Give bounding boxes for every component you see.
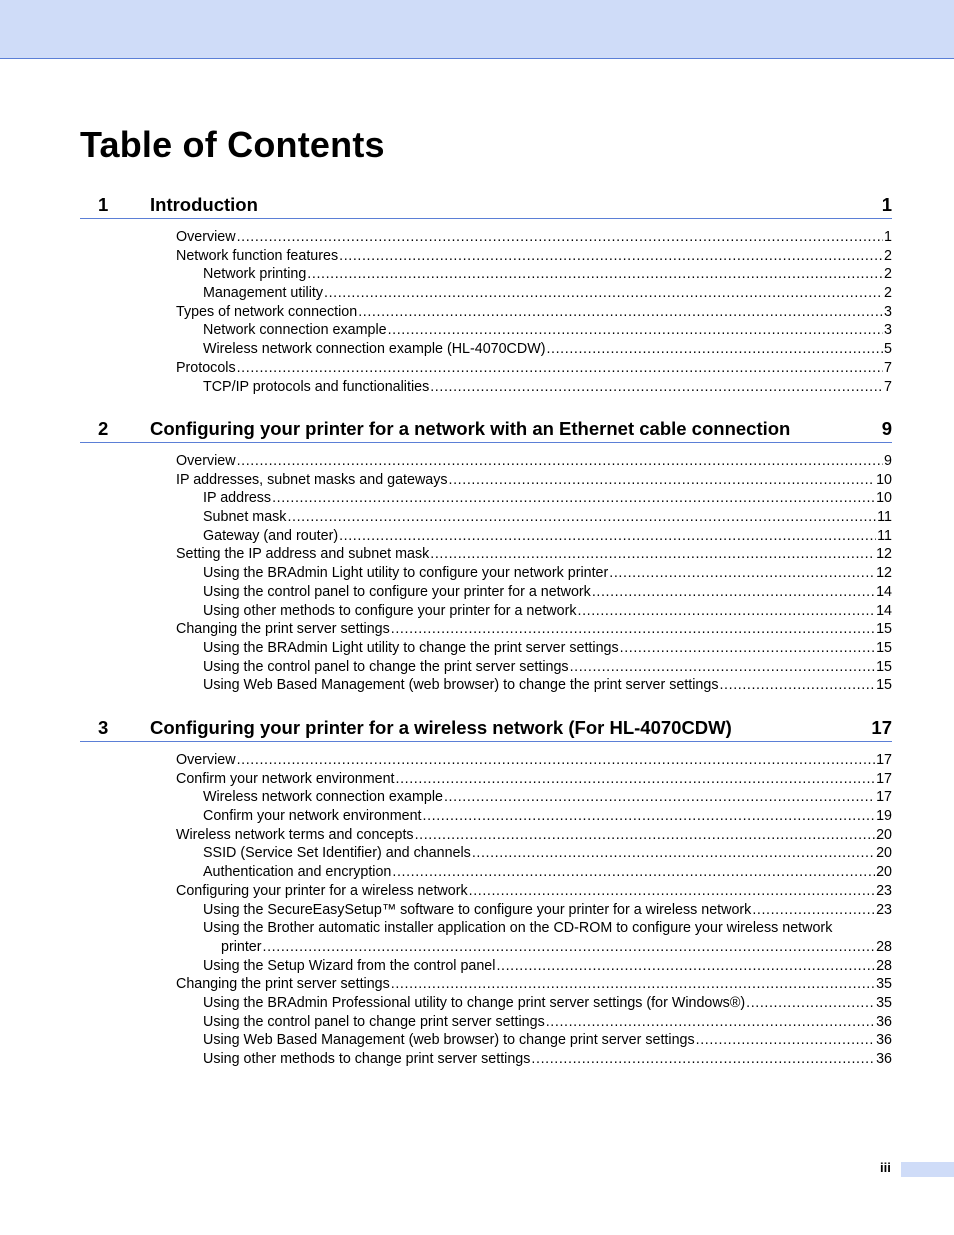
toc-entry-title: Subnet mask: [203, 509, 287, 526]
toc-entry[interactable]: [80, 564, 892, 583]
toc-entry-page: 20: [876, 826, 892, 843]
dot-leader: [620, 639, 875, 658]
page-tab-marker: [901, 1162, 954, 1177]
dot-leader: [592, 583, 875, 602]
chapter-page: 9: [881, 418, 892, 439]
toc-entry-title: Authentication and encryption: [203, 864, 392, 881]
toc-entry[interactable]: [80, 788, 892, 807]
toc-entry[interactable]: [80, 1050, 892, 1069]
toc-entry-page: 14: [876, 583, 892, 600]
dot-leader: [531, 1050, 875, 1069]
toc-entry-title: Using Web Based Management (web browser) to change print server settings: [203, 1032, 695, 1049]
chapter-1: [80, 192, 892, 396]
toc-entry-page: 19: [876, 808, 892, 825]
toc-entry-title: Wireless network connection example (HL-4070CDW): [203, 341, 546, 358]
toc-entry-title: TCP/IP protocols and functionalities: [203, 378, 430, 395]
dot-leader: [449, 471, 876, 490]
toc-entry-title: Overview: [176, 752, 236, 768]
toc-entry[interactable]: [80, 303, 892, 322]
chapter-number: 3: [98, 717, 109, 738]
toc-entry-title: Management utility: [203, 285, 323, 302]
toc-entry[interactable]: [80, 863, 892, 882]
toc-entry-page: 36: [876, 1032, 892, 1049]
toc-entry[interactable]: [80, 658, 892, 677]
toc-entry-title: Using the BRAdmin Professional utility to change print server settings (for Windows®): [203, 994, 746, 1011]
toc-entry-page: 10: [876, 490, 892, 507]
toc-entries: [80, 452, 892, 695]
toc-entry-page: 15: [876, 621, 892, 638]
toc-entry-title: Using other methods to change print server settings: [203, 1051, 531, 1067]
toc-entry-page: 11: [877, 509, 892, 526]
toc-entry[interactable]: [80, 452, 892, 471]
toc-entry-page: 2: [884, 285, 892, 302]
toc-entry-title: Gateway (and router): [203, 527, 339, 544]
toc-entry-title: Using the BRAdmin Light utility to change the print server settings: [203, 639, 619, 656]
toc-entry[interactable]: [80, 265, 892, 284]
page-number: iii: [880, 1160, 891, 1175]
toc-entry-page: 11: [877, 527, 892, 544]
chapter-title: Configuring your printer for a network with an Ethernet cable connection: [150, 418, 791, 439]
toc-entry[interactable]: [80, 844, 892, 863]
toc-entry[interactable]: [80, 676, 892, 695]
toc-entry-title: Confirm your network environment: [203, 808, 422, 825]
toc-entry-title: Changing the print server settings: [176, 976, 390, 993]
toc-entry-title: printer: [221, 938, 262, 955]
dot-leader: [237, 452, 883, 471]
toc-entry[interactable]: [80, 975, 892, 994]
dot-leader: [388, 321, 883, 340]
toc-entry[interactable]: [80, 284, 892, 303]
toc-entry[interactable]: [80, 1031, 892, 1050]
toc-entry[interactable]: [80, 583, 892, 602]
toc-entry-page: 1: [884, 229, 892, 245]
toc-entry-title: Using the BRAdmin Light utility to configure your network printer: [203, 565, 609, 582]
dot-leader: [237, 751, 876, 770]
toc-entry-title: Using Web Based Management (web browser) to change the print server settings: [203, 677, 719, 694]
toc-entry-page: 17: [876, 789, 892, 806]
toc-entry-page: 28: [876, 957, 892, 974]
toc-entry[interactable]: [80, 340, 892, 359]
toc-entry[interactable]: [80, 602, 892, 621]
dot-leader: [391, 620, 875, 639]
toc-entry-page: 15: [876, 677, 892, 694]
toc-entry-title: Using the control panel to configure your printer for a network: [203, 583, 591, 600]
toc-entry-page: 7: [884, 378, 892, 395]
toc-entry[interactable]: [80, 378, 892, 397]
toc-entry[interactable]: [80, 247, 892, 266]
chapter-heading[interactable]: [80, 416, 892, 443]
toc-entry-title: Network connection example: [203, 322, 387, 339]
toc-entry-title: Using the SecureEasySetup™ software to configure your printer for a wireless network: [203, 901, 752, 918]
toc-entries: [80, 228, 892, 396]
toc-entry-page: 20: [876, 864, 892, 881]
toc-entry-page: 2: [884, 266, 892, 283]
chapter-page: 1: [881, 194, 892, 215]
toc-entry-page: 12: [876, 546, 892, 563]
toc-entry-page: 3: [884, 322, 892, 339]
dot-leader: [746, 994, 875, 1013]
toc-entry-title: Overview: [176, 229, 236, 245]
toc-entry-title: Protocols: [176, 359, 236, 376]
dot-leader: [339, 527, 876, 546]
dot-leader: [396, 770, 876, 789]
toc-entry[interactable]: [80, 882, 892, 901]
chapter-page: 17: [871, 717, 892, 738]
toc-entry[interactable]: [80, 994, 892, 1013]
toc-entry-page: 36: [876, 1051, 892, 1067]
chapter-2: [80, 416, 892, 695]
dot-leader: [469, 882, 875, 901]
toc-entry[interactable]: [80, 527, 892, 546]
toc-entry[interactable]: [80, 639, 892, 658]
dot-leader: [287, 508, 876, 527]
toc-entry[interactable]: [80, 826, 892, 845]
dot-leader: [546, 340, 883, 359]
toc-entries: [80, 751, 892, 1069]
header-band: [0, 0, 954, 59]
toc-entry[interactable]: [80, 807, 892, 826]
toc-entry-title: Network function features: [176, 247, 339, 264]
toc-entry-page: 17: [876, 752, 892, 768]
dot-leader: [609, 564, 875, 583]
dot-leader: [578, 602, 876, 621]
dot-leader: [430, 545, 875, 564]
toc-entry[interactable]: [80, 489, 892, 508]
dot-leader: [546, 1013, 875, 1032]
toc-entry-title: Types of network connection: [176, 303, 358, 320]
toc-entry-page: 35: [876, 976, 892, 993]
chapter-heading[interactable]: [80, 715, 892, 742]
toc-entry-page: 35: [876, 994, 892, 1011]
chapter-3: [80, 715, 892, 1069]
toc-entry-title: SSID (Service Set Identifier) and channels: [203, 845, 471, 862]
toc-entry-title: Configuring your printer for a wireless network: [176, 882, 468, 899]
toc-entry-title: IP address: [203, 490, 272, 507]
toc-entry[interactable]: [80, 751, 892, 770]
chapter-title: Introduction: [150, 194, 258, 215]
chapter-title: Configuring your printer for a wireless network (For HL-4070CDW): [150, 717, 732, 738]
toc-entry[interactable]: [80, 545, 892, 564]
toc-entry-title: Network printing: [203, 266, 307, 283]
toc-entry-title: Using the Brother automatic installer application on the CD-ROM to configure your wireless network: [203, 920, 833, 937]
toc-entry-title: Wireless network connection example: [203, 789, 443, 806]
toc-entry[interactable]: [80, 508, 892, 527]
dot-leader: [392, 863, 875, 882]
toc-entry[interactable]: [80, 471, 892, 490]
dot-leader: [444, 788, 875, 807]
dot-leader: [752, 901, 875, 920]
dot-leader: [472, 844, 875, 863]
toc-entry-page: 12: [876, 565, 892, 582]
toc-entry-page: 28: [876, 938, 892, 955]
dot-leader: [358, 303, 883, 322]
toc-entry-page: 15: [876, 639, 892, 656]
dot-leader: [696, 1031, 875, 1050]
toc-entry-title: Changing the print server settings: [176, 621, 390, 638]
dot-leader: [719, 676, 875, 695]
dot-leader: [237, 359, 883, 378]
toc-entry-page: 23: [876, 882, 892, 899]
dot-leader: [307, 265, 883, 284]
dot-leader: [263, 938, 876, 957]
toc-entry-title: Using the Setup Wizard from the control panel: [203, 957, 496, 974]
page-title: Table of Contents: [80, 124, 385, 165]
chapter-number: 2: [98, 418, 109, 439]
toc-entry[interactable]: [80, 1013, 892, 1032]
toc-entry-page: 9: [884, 453, 892, 469]
chapter-heading[interactable]: [80, 192, 892, 219]
dot-leader: [430, 378, 883, 397]
toc-entry-title: Confirm your network environment: [176, 770, 395, 787]
dot-leader: [496, 957, 875, 976]
toc-entry[interactable]: [80, 770, 892, 789]
dot-leader: [391, 975, 875, 994]
toc-entry-title: Overview: [176, 453, 236, 469]
toc-entry-page: 15: [876, 658, 892, 675]
toc-entry-page: 5: [884, 341, 892, 358]
dot-leader: [423, 807, 876, 826]
toc-entry-title: Wireless network terms and concepts: [176, 826, 414, 843]
dot-leader: [237, 228, 883, 247]
toc-entry-title: IP addresses, subnet masks and gateways: [176, 471, 448, 488]
dot-leader: [339, 247, 883, 266]
toc-entry-title: Setting the IP address and subnet mask: [176, 546, 430, 563]
toc-entry-title: Using the control panel to change print server settings: [203, 1013, 545, 1030]
toc-entry[interactable]: [80, 938, 892, 957]
dot-leader: [415, 826, 876, 845]
toc-entry[interactable]: [80, 957, 892, 976]
toc-entry-title: Using other methods to configure your printer for a network: [203, 602, 577, 619]
chapter-number: 1: [98, 194, 109, 215]
dot-leader: [324, 284, 883, 303]
toc-entry-page: 20: [876, 845, 892, 862]
toc-entry-page: 2: [884, 247, 892, 264]
toc-entry-page: 17: [876, 770, 892, 787]
dot-leader: [570, 658, 876, 677]
toc-entry[interactable]: [80, 620, 892, 639]
toc-entry-page: 7: [884, 359, 892, 376]
toc-entry-page: 14: [876, 602, 892, 619]
toc-entry[interactable]: [80, 321, 892, 340]
toc-entry-title: Using the control panel to change the print server settings: [203, 658, 569, 675]
toc-entry[interactable]: [80, 359, 892, 378]
toc-entry-page: 36: [876, 1013, 892, 1030]
toc-entry[interactable]: [80, 919, 892, 938]
toc-entry-page: 3: [884, 303, 892, 320]
toc-entry-page: 23: [876, 901, 892, 918]
toc-entry[interactable]: [80, 228, 892, 247]
dot-leader: [272, 489, 875, 508]
toc-entry[interactable]: [80, 901, 892, 920]
toc-entry-page: 10: [876, 471, 892, 488]
